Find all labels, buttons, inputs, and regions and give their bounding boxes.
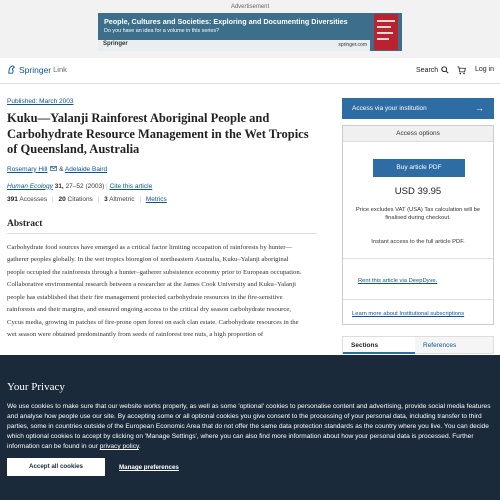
citations-count: 20 bbox=[58, 195, 66, 203]
buy-pdf-button[interactable]: Buy article PDF bbox=[373, 159, 465, 177]
springer-horse-icon bbox=[6, 64, 17, 75]
vat-note: Price excludes VAT (USA) Tax calculation will be finalised during checkout. bbox=[355, 207, 481, 221]
accesses-label: Accesses bbox=[19, 195, 48, 203]
author-link[interactable]: Adelaide Baird bbox=[64, 165, 108, 173]
divider bbox=[343, 258, 493, 259]
deepdyve-link[interactable]: Rent this article via DeepDyve. bbox=[358, 278, 438, 284]
advertisement-bar bbox=[0, 0, 500, 58]
journal-info: Human Ecology 31, 27–52 (2003) | Cite this article bbox=[7, 182, 153, 190]
article-metrics: 391 Accesses | 20 Citations | 3 Altmetric | Metrics bbox=[7, 195, 167, 203]
author-link[interactable]: Rosemary Hill bbox=[7, 165, 48, 173]
institution-access-button[interactable] bbox=[342, 98, 494, 119]
search-label: Search bbox=[416, 66, 439, 74]
ad-title: People, Cultures and Societies: Exploring and Documenting Diversities bbox=[104, 17, 348, 26]
privacy-text: We use cookies to make sure that our website works properly, as well as some 'optional' cookies to personalise content and advertising, provide social media features and analyse how people use our site. By accepting some or all optional cookies you give consent to the processing of your personal data, including transfer to third parties, some in countries outside of the European Economic Area that do not offer the same data protection standards as the country where you live. You can decide which optional cookies to accept by clicking on 'Manage Settings', where you can also find more information about how your personal data is processed. Further information can be found in our privacy policy. bbox=[7, 403, 491, 450]
author-list bbox=[7, 166, 317, 173]
manage-preferences-link[interactable]: Manage preferences bbox=[119, 464, 179, 471]
access-options-heading: Access options bbox=[343, 126, 493, 142]
tab-references[interactable]: References bbox=[423, 342, 457, 349]
pages: 27–52 (2003) bbox=[65, 182, 105, 190]
cookie-banner bbox=[0, 355, 500, 500]
altmetric-count: 3 bbox=[104, 195, 108, 203]
email-icon[interactable] bbox=[50, 166, 57, 171]
cart-icon[interactable] bbox=[457, 66, 466, 75]
sidebar-tabs bbox=[342, 336, 494, 354]
tab-sections[interactable]: Sections bbox=[343, 337, 415, 354]
logo-text: Springer bbox=[19, 64, 52, 75]
journal-link[interactable]: Human Ecology bbox=[7, 182, 53, 190]
book-cover-image bbox=[374, 14, 398, 50]
abstract-text: Carbohydrate food sources have emerged as a critical factor limiting occupation of rainforests by hunter—gatherer peoples globally. In the wet tropics bioregion of northeastern Australia, Kuku–Yalanji aboriginal people occupied the rainforests through a hunter–gatherer subsistence economy prior to European occupation. Collaborative environmental research between a researcher at the James Cook University and Kuku–Yalanji people has established that their fire management protected carbohydrate resources in the fire-sensitive rainforests and their margins, and ensured ongoing access to the critical dry season carbohydrate resource, Cycus media, growing in patches of fire-prone open forest on each clan estate. Carbohydrate resources in the wet season were obtained predominantly from seeds of rainforest tree nuts, a high proportion of bbox=[7, 243, 302, 338]
search-icon bbox=[441, 66, 449, 74]
institution-button-label: Access via your institution bbox=[352, 105, 427, 112]
privacy-heading: Your Privacy bbox=[7, 381, 65, 393]
access-options-panel bbox=[342, 125, 494, 325]
springer-link-logo[interactable] bbox=[6, 64, 67, 75]
accept-all-cookies-button[interactable]: Accept all cookies bbox=[7, 458, 105, 476]
volume: 31, bbox=[54, 182, 64, 190]
privacy-policy-link[interactable]: privacy policy bbox=[99, 443, 139, 450]
ad-brand: Springer bbox=[103, 41, 128, 47]
published-date[interactable]: Published: March 2003 bbox=[7, 98, 74, 105]
institutional-subscriptions-link[interactable]: Learn more about Institutional subscriptions bbox=[352, 311, 465, 317]
divider bbox=[343, 299, 493, 300]
abstract-heading: Abstract bbox=[7, 219, 317, 234]
login-link[interactable]: Log in bbox=[475, 66, 495, 73]
site-header bbox=[0, 58, 500, 84]
price: USD 39.95 bbox=[394, 186, 442, 197]
ad-label: Advertisement bbox=[230, 4, 270, 10]
privacy-body: We use cookies to make sure that our website works properly, as well as some 'optional' cookies to personalise content and advertising, provide social media features and analyse how people use our site. By accepting some or all optional cookies you give consent to the processing of your personal data, including transfer to third parties, some in countries outside of the European Economic Area that do not offer the same data protection standards as the country where you live. You can decide which optional cookies to accept by clicking on 'Manage Settings', where you can also find more information about how your personal data is processed. Further information can be found in our bbox=[7, 403, 491, 450]
ad-banner[interactable] bbox=[98, 13, 402, 51]
altmetric-label: Altmetric bbox=[109, 195, 135, 203]
search-button[interactable] bbox=[416, 66, 449, 74]
accesses-count: 391 bbox=[7, 195, 18, 203]
instant-access-note: Instant access to the full article PDF. bbox=[371, 239, 465, 245]
arrow-right-icon: → bbox=[475, 103, 484, 113]
cite-article-link[interactable]: Cite this article bbox=[109, 182, 153, 190]
article-main bbox=[7, 98, 317, 342]
ad-subtitle: Do you have an idea for a volume in this series? bbox=[104, 28, 220, 34]
logo-sub: Link bbox=[53, 65, 67, 74]
metrics-link[interactable]: Metrics bbox=[145, 195, 167, 203]
author-separator: & bbox=[59, 165, 64, 173]
citations-label: Citations bbox=[67, 195, 93, 203]
article-title: Kuku—Yalanji Rainforest Aboriginal People and Carbohydrate Resource Management in the Wet Tropics of Queensland, Australia bbox=[7, 111, 309, 156]
ad-url: springer.com bbox=[338, 42, 367, 48]
ad-footer bbox=[98, 40, 370, 51]
